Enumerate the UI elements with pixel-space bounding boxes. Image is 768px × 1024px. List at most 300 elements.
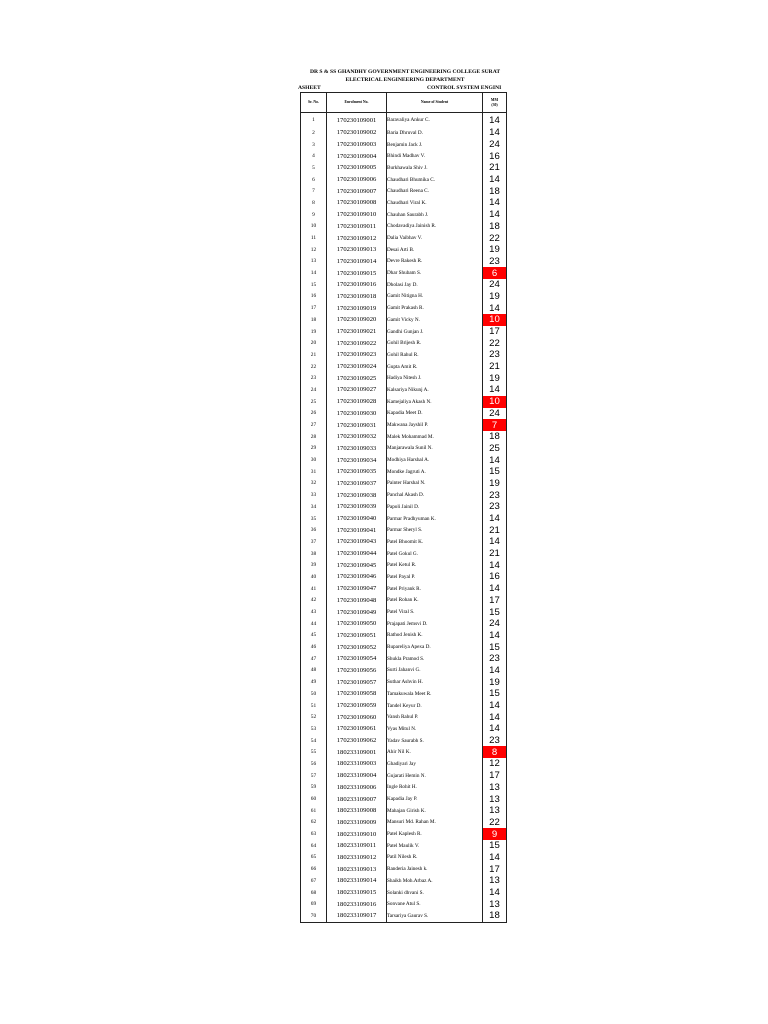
table-header-row (301, 93, 507, 113)
sr-cell: 39 (301, 559, 327, 571)
table-row (301, 630, 507, 642)
sr-cell: 5 (301, 162, 327, 174)
student-name-cell: Ghadiyari Jay (387, 758, 483, 770)
table-row (301, 408, 507, 420)
table-row (301, 875, 507, 887)
marks-cell: 13 (483, 898, 507, 910)
sr-cell: 6 (301, 174, 327, 186)
marks-cell: 14 (483, 665, 507, 677)
sr-cell: 57 (301, 770, 327, 782)
sr-cell: 61 (301, 805, 327, 817)
sr-cell: 43 (301, 606, 327, 618)
table-row (301, 384, 507, 396)
student-name-cell: Benjamin Jack J. (387, 139, 483, 151)
enrollment-cell: 170230109031 (327, 419, 387, 431)
student-name-cell: Ahir Nil K. (387, 746, 483, 758)
student-name-cell: Shaikh Moh.Arbaz A. (387, 875, 483, 887)
enrollment-cell: 170230109051 (327, 630, 387, 642)
table-row (301, 559, 507, 571)
table-row (301, 595, 507, 607)
enrollment-cell: 170230109058 (327, 688, 387, 700)
enrollment-cell: 170230109028 (327, 396, 387, 408)
col-header-enrollment: Enrolment No. (327, 93, 387, 113)
marks-cell: 15 (483, 641, 507, 653)
enrollment-cell: 170230109048 (327, 595, 387, 607)
sr-cell: 47 (301, 653, 327, 665)
sr-cell: 7 (301, 185, 327, 197)
marks-cell: 14 (483, 174, 507, 186)
table-row (301, 840, 507, 852)
table-row (301, 711, 507, 723)
table-row (301, 653, 507, 665)
enrollment-cell: 170230109005 (327, 162, 387, 174)
student-name-cell: Rupareliya Apexa D. (387, 641, 483, 653)
enrollment-cell: 180233109009 (327, 817, 387, 829)
sr-cell: 69 (301, 898, 327, 910)
table-row (301, 817, 507, 829)
enrollment-cell: 170230109032 (327, 431, 387, 443)
sr-cell: 9 (301, 209, 327, 221)
marks-cell: 14 (483, 700, 507, 712)
table-body (301, 113, 507, 923)
sr-cell: 21 (301, 349, 327, 361)
enrollment-cell: 170230109039 (327, 501, 387, 513)
marks-cell: 13 (483, 875, 507, 887)
sr-cell: 53 (301, 723, 327, 735)
enrollment-cell: 180233109004 (327, 770, 387, 782)
sr-cell: 12 (301, 244, 327, 256)
enrollment-cell: 170230109001 (327, 113, 387, 128)
student-name-cell: Parmar Pradhyuman K. (387, 513, 483, 525)
table-row (301, 910, 507, 922)
table-row (301, 267, 507, 279)
table-row (301, 291, 507, 303)
table-row (301, 571, 507, 583)
sr-cell: 4 (301, 150, 327, 162)
enrollment-cell: 170230109004 (327, 150, 387, 162)
marks-cell: 23 (483, 489, 507, 501)
sr-cell: 18 (301, 314, 327, 326)
sr-cell: 10 (301, 221, 327, 233)
marks-cell: 13 (483, 805, 507, 817)
sr-cell: 26 (301, 408, 327, 420)
table-row (301, 887, 507, 899)
table-row (301, 758, 507, 770)
enrollment-cell: 170230109019 (327, 302, 387, 314)
sr-cell: 38 (301, 548, 327, 560)
table-row (301, 232, 507, 244)
marks-cell: 19 (483, 244, 507, 256)
student-name-cell: Manjarawala Sunil N. (387, 443, 483, 455)
enrollment-cell: 180233109008 (327, 805, 387, 817)
table-row (301, 665, 507, 677)
sr-cell: 50 (301, 688, 327, 700)
sr-cell: 20 (301, 337, 327, 349)
sr-cell: 42 (301, 595, 327, 607)
col-header-marks-line1: MM (490, 97, 499, 102)
sr-cell: 40 (301, 571, 327, 583)
sr-cell: 66 (301, 863, 327, 875)
sr-cell: 23 (301, 372, 327, 384)
enrollment-cell: 180233109010 (327, 828, 387, 840)
student-name-cell: Dholasi Jay D. (387, 279, 483, 291)
table-row (301, 127, 507, 139)
sr-cell: 48 (301, 665, 327, 677)
student-name-cell: Patel Viral S. (387, 606, 483, 618)
col-header-name: Name of Student (387, 93, 483, 113)
table-row (301, 536, 507, 548)
table-row (301, 641, 507, 653)
student-name-cell: Tandel Keyur D. (387, 700, 483, 712)
enrollment-cell: 170230109061 (327, 723, 387, 735)
enrollment-cell: 180233109015 (327, 887, 387, 899)
student-name-cell: Baravaliya Ankur C. (387, 113, 483, 128)
marks-cell: 14 (483, 454, 507, 466)
sheet-label: ASHEET (298, 85, 321, 91)
marks-cell: 21 (483, 162, 507, 174)
enrollment-cell: 180233109013 (327, 863, 387, 875)
sr-cell: 29 (301, 443, 327, 455)
table-row (301, 197, 507, 209)
enrollment-cell: 170230109010 (327, 209, 387, 221)
marks-cell: 14 (483, 559, 507, 571)
marks-cell: 24 (483, 279, 507, 291)
student-name-cell: Tamakuwala Meet R. (387, 688, 483, 700)
marks-cell: 10 (483, 314, 507, 326)
table-row (301, 431, 507, 443)
enrollment-cell: 170230109054 (327, 653, 387, 665)
table-row (301, 513, 507, 525)
student-name-cell: Chaudhari Viral K. (387, 197, 483, 209)
marks-cell: 22 (483, 817, 507, 829)
sr-cell: 32 (301, 478, 327, 490)
marks-cell: 14 (483, 887, 507, 899)
enrollment-cell: 170230109007 (327, 185, 387, 197)
student-name-cell: Gohil Rahul R. (387, 349, 483, 361)
student-name-cell: Patel Payal P. (387, 571, 483, 583)
sr-cell: 56 (301, 758, 327, 770)
sr-cell: 64 (301, 840, 327, 852)
student-name-cell: Gandhi Gunjan J. (387, 326, 483, 338)
enrollment-cell: 170230109056 (327, 665, 387, 677)
student-name-cell: Kamejaliya Akash N. (387, 396, 483, 408)
enrollment-cell: 170230109047 (327, 583, 387, 595)
marks-cell: 23 (483, 501, 507, 513)
table-row (301, 337, 507, 349)
marks-cell: 19 (483, 291, 507, 303)
marks-cell: 23 (483, 256, 507, 268)
enrollment-cell: 170230109030 (327, 408, 387, 420)
enrollment-cell: 170230109012 (327, 232, 387, 244)
table-row (301, 454, 507, 466)
table-row (301, 466, 507, 478)
enrollment-cell: 170230109060 (327, 711, 387, 723)
sr-cell: 13 (301, 256, 327, 268)
sr-cell: 49 (301, 676, 327, 688)
enrollment-cell: 170230109040 (327, 513, 387, 525)
sr-cell: 25 (301, 396, 327, 408)
sr-cell: 44 (301, 618, 327, 630)
enrollment-cell: 180233109011 (327, 840, 387, 852)
enrollment-cell: 170230109052 (327, 641, 387, 653)
student-name-cell: Devre Rakesh R. (387, 256, 483, 268)
table-row (301, 372, 507, 384)
marks-cell: 15 (483, 840, 507, 852)
marks-cell: 7 (483, 419, 507, 431)
sr-cell: 16 (301, 291, 327, 303)
enrollment-cell: 170230109018 (327, 291, 387, 303)
sr-cell: 68 (301, 887, 327, 899)
table-row (301, 606, 507, 618)
marks-cell: 24 (483, 139, 507, 151)
table-row (301, 361, 507, 373)
sr-cell: 3 (301, 139, 327, 151)
enrollment-cell: 170230109011 (327, 221, 387, 233)
marks-cell: 19 (483, 372, 507, 384)
table-row (301, 185, 507, 197)
enrollment-cell: 170230109025 (327, 372, 387, 384)
college-title: DR S & SS GHANDHY GOVERNMENT ENGINEERING COLLEGE SURAT (309, 69, 501, 75)
student-name-cell: Chaudhari Reena C. (387, 185, 483, 197)
student-name-cell: Rathod Jenish K. (387, 630, 483, 642)
table-row (301, 256, 507, 268)
sr-cell: 54 (301, 735, 327, 747)
student-name-cell: Shukla Pramod S. (387, 653, 483, 665)
enrollment-cell: 170230109062 (327, 735, 387, 747)
sr-cell: 22 (301, 361, 327, 373)
marks-cell: 13 (483, 782, 507, 794)
sr-cell: 36 (301, 524, 327, 536)
marks-cell: 23 (483, 735, 507, 747)
sr-cell: 70 (301, 910, 327, 922)
sr-cell: 60 (301, 793, 327, 805)
student-name-cell: Parmar Sheryl S. (387, 524, 483, 536)
enrollment-cell: 170230109015 (327, 267, 387, 279)
marks-cell: 14 (483, 209, 507, 221)
student-name-cell: Kalsariya Nikunj A. (387, 384, 483, 396)
table-row (301, 770, 507, 782)
sr-cell: 52 (301, 711, 327, 723)
enrollment-cell: 180233109016 (327, 898, 387, 910)
enrollment-cell: 180233109006 (327, 782, 387, 794)
enrollment-cell: 170230109014 (327, 256, 387, 268)
student-name-cell: Malek Mohammad M. (387, 431, 483, 443)
table-row (301, 805, 507, 817)
sr-cell: 8 (301, 197, 327, 209)
sr-cell: 28 (301, 431, 327, 443)
marks-cell: 9 (483, 828, 507, 840)
table-row (301, 501, 507, 513)
sr-cell: 35 (301, 513, 327, 525)
sr-cell: 33 (301, 489, 327, 501)
enrollment-cell: 180233109012 (327, 852, 387, 864)
student-name-cell: Yadav Saurabh S. (387, 735, 483, 747)
student-name-cell: Patel Kaplesh R. (387, 828, 483, 840)
table-row (301, 419, 507, 431)
marks-cell: 17 (483, 595, 507, 607)
table-row (301, 244, 507, 256)
enrollment-cell: 170230109038 (327, 489, 387, 501)
enrollment-cell: 170230109037 (327, 478, 387, 490)
student-name-cell: Bhindi Madhav V. (387, 150, 483, 162)
enrollment-cell: 170230109003 (327, 139, 387, 151)
marks-cell: 14 (483, 302, 507, 314)
enrollment-cell: 180233109003 (327, 758, 387, 770)
student-name-cell: Gohil Brijesh R. (387, 337, 483, 349)
marks-cell: 22 (483, 337, 507, 349)
table-row (301, 618, 507, 630)
marks-cell: 21 (483, 524, 507, 536)
student-name-cell: Gamit Prakash R. (387, 302, 483, 314)
enrollment-cell: 170230109023 (327, 349, 387, 361)
enrollment-cell: 170230109046 (327, 571, 387, 583)
table-row (301, 524, 507, 536)
student-name-cell: Patel Ketul R. (387, 559, 483, 571)
student-name-cell: Chaudhari Bhumika C. (387, 174, 483, 186)
table-row (301, 349, 507, 361)
student-name-cell: Prajapati Jemsvi D. (387, 618, 483, 630)
student-name-cell: Suthar Ashvin H. (387, 676, 483, 688)
enrollment-cell: 170230109024 (327, 361, 387, 373)
enrollment-cell: 170230109045 (327, 559, 387, 571)
student-name-cell: Chauhan Saurabh J. (387, 209, 483, 221)
table-row (301, 150, 507, 162)
sr-cell: 63 (301, 828, 327, 840)
student-name-cell: Mahajan Girish K. (387, 805, 483, 817)
table-row (301, 443, 507, 455)
marks-cell: 17 (483, 770, 507, 782)
table-row (301, 735, 507, 747)
sr-cell: 27 (301, 419, 327, 431)
enrollment-cell: 170230109008 (327, 197, 387, 209)
marks-cell: 19 (483, 676, 507, 688)
table-row (301, 478, 507, 490)
student-name-cell: Gamit Nitigna H. (387, 291, 483, 303)
sr-cell: 45 (301, 630, 327, 642)
enrollment-cell: 170230109022 (327, 337, 387, 349)
student-name-cell: Patil Nilesh R. (387, 852, 483, 864)
enrollment-cell: 170230109050 (327, 618, 387, 630)
table-row (301, 221, 507, 233)
marks-cell: 16 (483, 150, 507, 162)
marks-table (300, 92, 507, 923)
student-name-cell: Ingle Rohit H. (387, 782, 483, 794)
student-name-cell: Dhar Shubam S. (387, 267, 483, 279)
enrollment-cell: 170230109013 (327, 244, 387, 256)
marks-cell: 14 (483, 852, 507, 864)
student-name-cell: Surti Jahanvi G. (387, 665, 483, 677)
student-name-cell: Desai Arti B. (387, 244, 483, 256)
enrollment-cell: 170230109059 (327, 700, 387, 712)
sr-cell: 2 (301, 127, 327, 139)
table-row (301, 898, 507, 910)
student-name-cell: Patel Gokul G. (387, 548, 483, 560)
enrollment-cell: 170230109035 (327, 466, 387, 478)
student-name-cell: Mansuri Md. Rahan M. (387, 817, 483, 829)
enrollment-cell: 170230109041 (327, 524, 387, 536)
student-name-cell: Kapadia Jay P. (387, 793, 483, 805)
sr-cell: 46 (301, 641, 327, 653)
enrollment-cell: 170230109016 (327, 279, 387, 291)
marks-cell: 15 (483, 606, 507, 618)
enrollment-cell: 170230109020 (327, 314, 387, 326)
marks-cell: 17 (483, 863, 507, 875)
student-name-cell: Patel Rohan K. (387, 595, 483, 607)
table-row (301, 863, 507, 875)
student-name-cell: Gupta Amit R. (387, 361, 483, 373)
sr-cell: 55 (301, 746, 327, 758)
col-header-marks-line2: (30) (491, 102, 498, 107)
marks-cell: 14 (483, 197, 507, 209)
enrollment-cell: 170230109027 (327, 384, 387, 396)
table-row (301, 326, 507, 338)
student-name-cell: Patel Maulik V. (387, 840, 483, 852)
marks-cell: 24 (483, 408, 507, 420)
enrollment-cell: 170230109057 (327, 676, 387, 688)
table-row (301, 828, 507, 840)
marks-cell: 15 (483, 688, 507, 700)
marks-cell: 10 (483, 396, 507, 408)
table-row (301, 302, 507, 314)
marks-cell: 14 (483, 583, 507, 595)
marks-cell: 22 (483, 232, 507, 244)
enrollment-cell: 170230109044 (327, 548, 387, 560)
col-header-marks (483, 93, 507, 113)
student-name-cell: Patel Bhoomit K. (387, 536, 483, 548)
student-name-cell: Hadiya Nitesh J. (387, 372, 483, 384)
student-name-cell: Patel Priyank R. (387, 583, 483, 595)
table-row (301, 852, 507, 864)
enrollment-cell: 170230109006 (327, 174, 387, 186)
marks-cell: 18 (483, 185, 507, 197)
marks-cell: 14 (483, 723, 507, 735)
enrollment-cell: 180233109014 (327, 875, 387, 887)
marks-cell: 18 (483, 910, 507, 922)
table-row (301, 489, 507, 501)
marks-cell: 14 (483, 630, 507, 642)
student-name-cell: Randeria Jainesh k. (387, 863, 483, 875)
table-row (301, 396, 507, 408)
sr-cell: 1 (301, 113, 327, 128)
sr-cell: 15 (301, 279, 327, 291)
student-name-cell: Modhiya Harshal A. (387, 454, 483, 466)
enrollment-cell: 170230109033 (327, 443, 387, 455)
student-name-cell: Gujarati Hemin N. (387, 770, 483, 782)
marks-cell: 14 (483, 127, 507, 139)
student-name-cell: Sonvane Atul S. (387, 898, 483, 910)
sr-cell: 30 (301, 454, 327, 466)
enrollment-cell: 170230109002 (327, 127, 387, 139)
sr-cell: 31 (301, 466, 327, 478)
table-row (301, 688, 507, 700)
marks-cell: 14 (483, 513, 507, 525)
department-title: ELECTRICAL ENGINEERING DEPARTMENT (345, 77, 465, 83)
marks-cell: 24 (483, 618, 507, 630)
sr-cell: 37 (301, 536, 327, 548)
sr-cell: 19 (301, 326, 327, 338)
enrollment-cell: 180233109017 (327, 910, 387, 922)
sr-cell: 59 (301, 782, 327, 794)
marks-cell: 6 (483, 267, 507, 279)
marks-cell: 12 (483, 758, 507, 770)
marks-cell: 13 (483, 793, 507, 805)
student-name-cell: Painter Harshal N. (387, 478, 483, 490)
marks-cell: 17 (483, 326, 507, 338)
table-row (301, 279, 507, 291)
student-name-cell: Solanki dhvani S. (387, 887, 483, 899)
sr-cell: 17 (301, 302, 327, 314)
enrollment-cell: 170230109043 (327, 536, 387, 548)
